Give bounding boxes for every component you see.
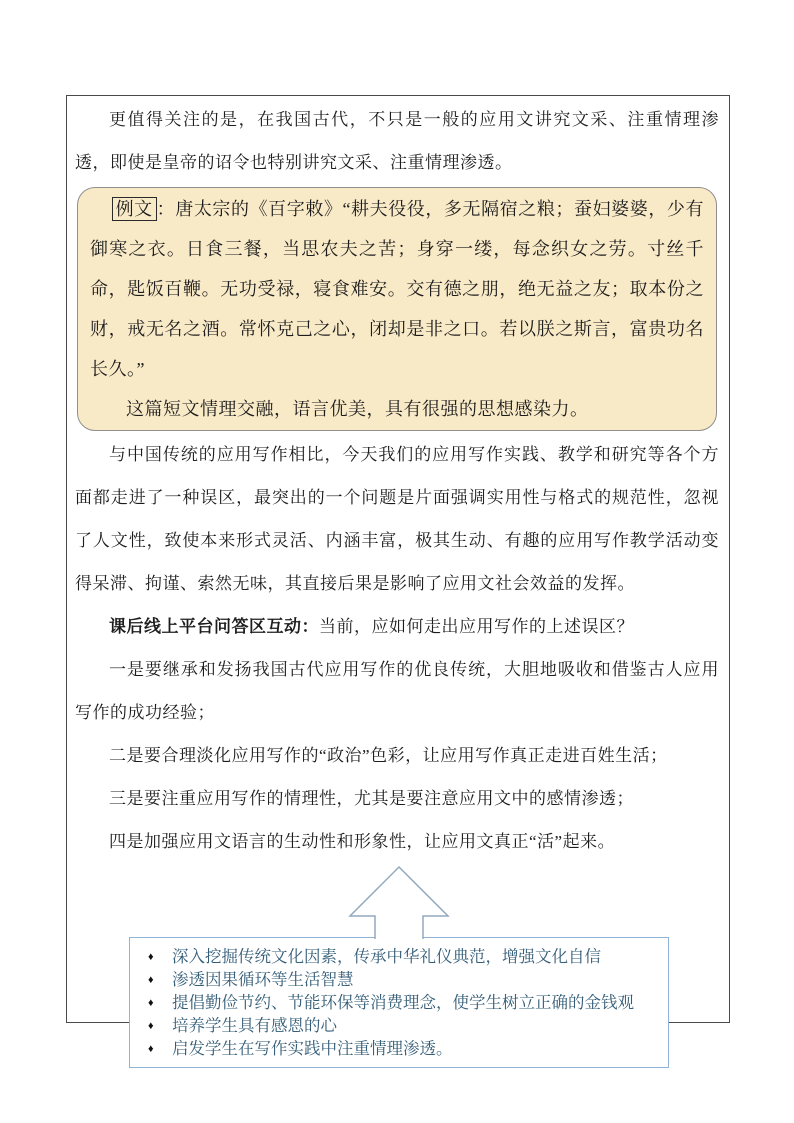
diamond-bullet-icon: ♦ [148,1043,154,1055]
example-colon: ： [156,199,176,219]
summary-list [144,946,664,1061]
up-arrow-shape [129,865,669,939]
answer-item-2: 二是要合理淡化应用写作的“政治”色彩，让应用写作真正走进百姓生活； [109,746,668,765]
list-item-text: 提倡勤俭节约、节能环保等消费理念，使学生树立正确的金钱观 [172,994,634,1012]
diamond-bullet-icon: ♦ [148,974,154,986]
list-item [144,969,664,992]
list-item-text: 深入挖掘传统文化因素，传承中华礼仪典范，增强文化自信 [172,948,601,966]
example-body [90,189,704,389]
list-item-text: 渗透因果循环等生活智慧 [172,971,354,989]
qa-label: 课后线上平台问答区互动： [109,617,319,636]
list-item [144,992,664,1015]
qa-line [75,605,719,648]
list-item-text: 启发学生在写作实践中注重情理渗透。 [172,1040,453,1058]
list-item-text: 培养学生具有感恩的心 [172,1017,337,1035]
answer-item-3: 三是要注重应用写作的情理性，尤其是要注意应用文中的感情渗透； [109,789,634,808]
summary-box [129,937,669,1068]
paragraph-intro: 更值得关注的是，在我国古代，不只是一般的应用文讲究文采、注重情理渗透，即使是皇帝的诏令也特别讲究文采、注重情理渗透。 [75,110,719,172]
example-box [77,187,717,431]
example-label: 例文 [112,197,157,221]
list-item [144,1015,664,1038]
answer-item-4: 四是加强应用文语言的生动性和形象性，让应用文真正“活”起来。 [109,832,616,851]
paragraph-misconception: 与中国传统的应用写作相比，今天我们的应用写作实践、教学和研究等各个方面都走进了一种误区，最突出的一个问题是片面强调实用性与格式的规范性，忽视了人文性，致使本来形式灵活、内涵丰富，极其生动、有趣的应用写作教学活动变得呆滞、拘谨、索然无味，其直接后果是影响了应用文社会效益的发挥。 [75,445,719,593]
list-item [144,1038,664,1061]
up-arrow-icon [348,865,450,939]
diamond-bullet-icon: ♦ [148,997,154,1009]
document-table-cell [66,95,730,1058]
diamond-bullet-icon: ♦ [148,1020,154,1032]
diamond-bullet-icon: ♦ [148,951,154,963]
example-quote-text: 唐太宗的《百字敕》“耕夫役役，多无隔宿之粮；蚕妇婆婆，少有御寒之衣。日食三餐，当思农夫之苦；身穿一缕，每念织女之劳。寸丝千命，匙饭百鞭。无功受禄，寝食难安。交有德之朋，绝无益之友；取本份之财，戒无名之酒。常怀克己之心，闭却是非之口。若以朕之斯言，富贵功名长久。” [90,199,704,379]
answer-item-1: 一是要继承和发扬我国古代应用写作的优良传统，大胆地吸收和借鉴古人应用写作的成功经验； [75,660,719,722]
list-item [144,946,664,969]
example-comment: 这篇短文情理交融，语言优美，具有很强的思想感染力。 [126,399,589,419]
qa-question: 当前，应如何走出应用写作的上述误区？ [319,617,634,636]
